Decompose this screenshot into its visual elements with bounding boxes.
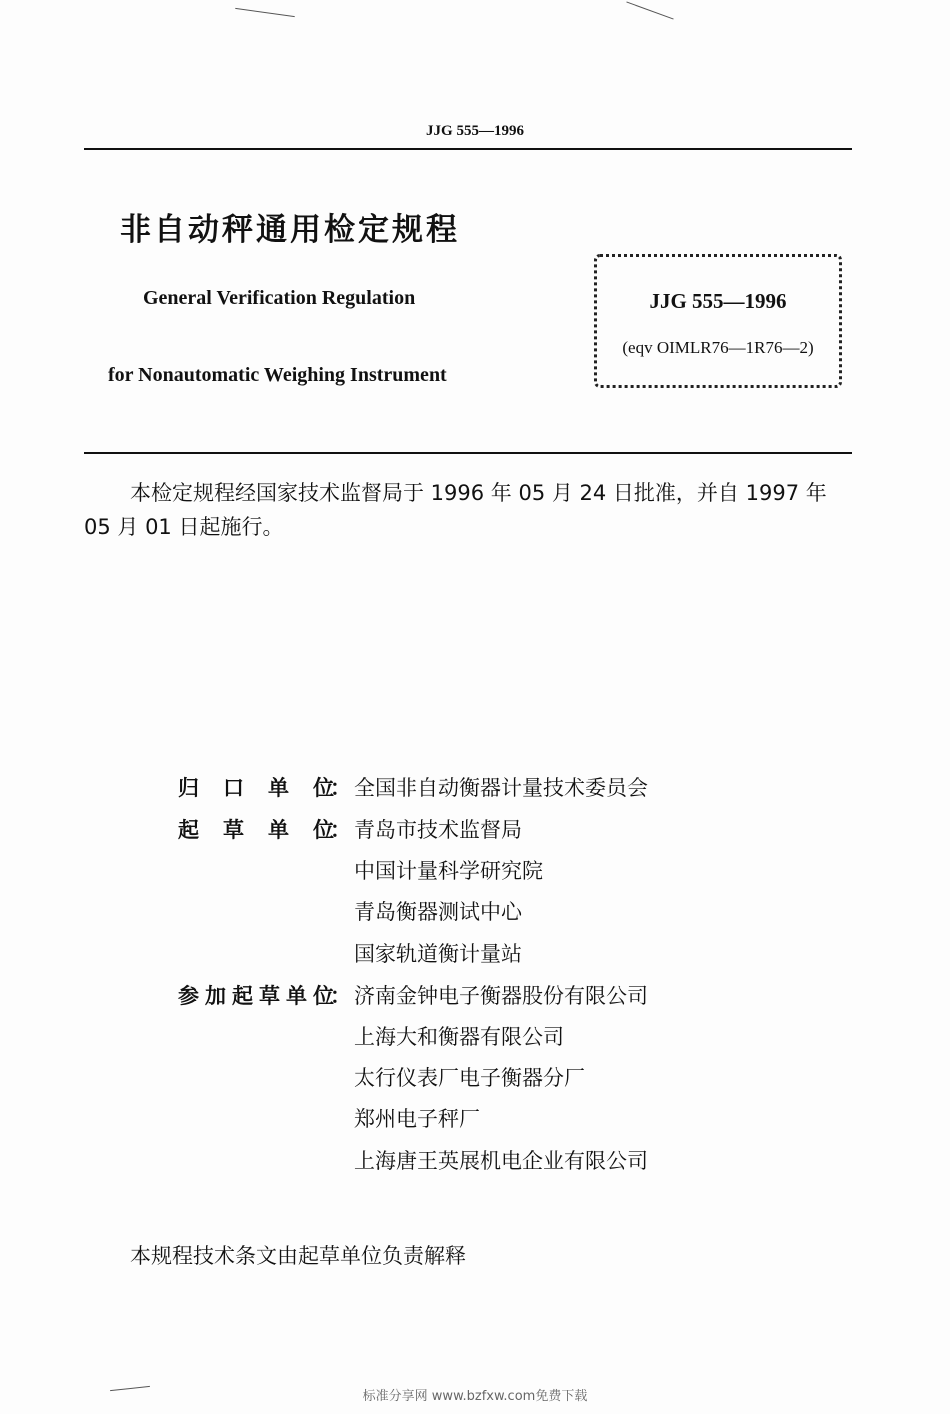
org-participating: 济南金钟电子衡器股份有限公司: [354, 984, 648, 1008]
scan-mark: [235, 8, 295, 17]
title-chinese: 非自动秤通用检定规程: [120, 212, 460, 248]
label-participating-unit: 参加起草单位: [178, 984, 334, 1008]
org-drafting: 青岛衡器测试中心: [354, 900, 522, 924]
code-box-code: JJG 555—1996: [649, 289, 787, 313]
org-drafting: 中国计量科学研究院: [354, 859, 543, 883]
header-standard-code: JJG 555—1996: [426, 123, 524, 139]
org-participating: 太行仪表厂电子衡器分厂: [354, 1066, 585, 1090]
label-colon: ：: [330, 984, 351, 1008]
approval-paragraph: 本检定规程经国家技术监督局于 1996 年 05 月 24 日批准，并自 1997 年 05 月 01 日起施行。: [84, 481, 827, 539]
header-rule: [84, 148, 852, 150]
code-box-equivalent: (eqv OIMLR76—1R76—2): [622, 338, 814, 357]
label-responsible-unit: 归口单位: [178, 776, 334, 800]
org-drafting: 青岛市技术监督局: [354, 818, 522, 842]
org-drafting: 国家轨道衡计量站: [354, 942, 522, 966]
title-english-line2: for Nonautomatic Weighing Instrument: [108, 364, 447, 386]
org-participating: 上海唐王英展机电企业有限公司: [354, 1149, 648, 1173]
org-participating: 上海大和衡器有限公司: [354, 1025, 564, 1049]
interpretation-note: 本规程技术条文由起草单位负责解释: [130, 1244, 466, 1268]
title-english-line1: General Verification Regulation: [143, 287, 416, 309]
watermark-text: 标准分享网 www.bzfxw.com免费下载: [362, 1389, 588, 1404]
label-drafting-unit: 起草单位: [178, 818, 334, 842]
code-box-border: [594, 254, 842, 388]
label-colon: ：: [330, 776, 351, 800]
title-rule: [84, 452, 852, 454]
org-participating: 郑州电子秤厂: [354, 1107, 480, 1131]
label-colon: ：: [330, 818, 351, 842]
org-responsible: 全国非自动衡器计量技术委员会: [354, 776, 648, 800]
scan-mark: [626, 1, 673, 19]
